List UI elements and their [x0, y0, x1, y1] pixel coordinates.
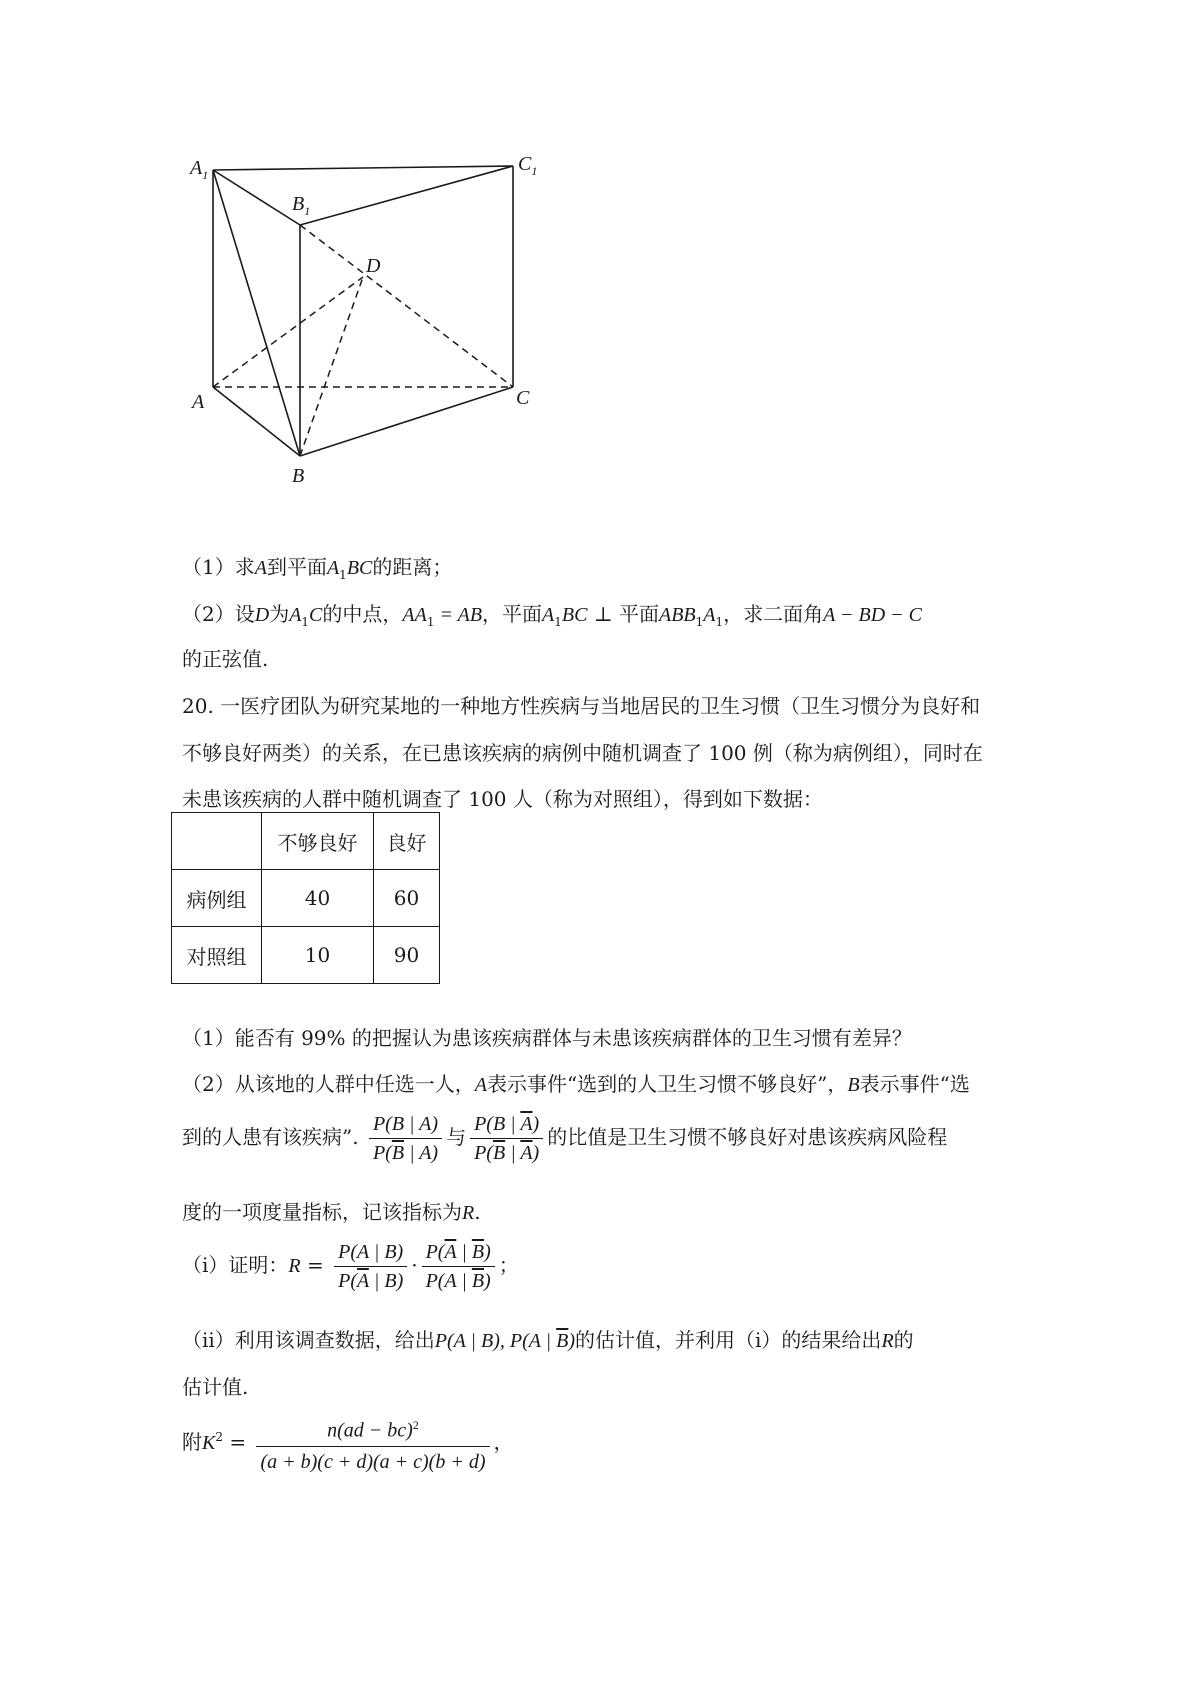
q20-estimate: （ⅱ）利用该调查数据，给出P(A | B), P(A | $\overline{B}$)的估计值，并利用（ⅰ）的结果给出R的	[182, 1328, 914, 1352]
table-header-row	[172, 813, 440, 870]
label-c1: $C_1$	[518, 153, 538, 178]
table-cell: 10	[262, 927, 374, 984]
edge-a1-c	[300, 225, 513, 387]
q19-part1: （1）求A到平面$A_1BC$的距离；	[182, 555, 453, 582]
fraction-ratio-a: $\frac{P(B | A)}{P(\overline{B} | A)}$	[369, 1112, 442, 1165]
q19-part2: （2）设D为$A_1C$的中点，$AA_1$ = AB，平面$A_1BC$ ⊥ 平面$ABB_1A_1$，求二面角A − BD − C	[182, 602, 923, 629]
table-cell: 40	[262, 870, 374, 927]
fraction-ratio-abar: $\frac{P(B | \overline{A})}{P(\overline{B} | \overline{A})}$	[470, 1112, 543, 1165]
label-a: A	[192, 391, 205, 413]
q20-sub2-line3: 度的一项度量指标，记该指标为R.	[182, 1200, 481, 1224]
label-b: B	[292, 465, 305, 487]
label-d: D	[366, 255, 381, 277]
table-cell: 90	[374, 927, 440, 984]
table-header-cell: 不够良好	[262, 813, 374, 870]
fraction-proof-2: $\frac{P(\overline{A} | \overline{B})}{P(A | \overline{B})}$	[422, 1240, 495, 1293]
row-label: 对照组	[172, 927, 262, 984]
table-row	[172, 870, 440, 927]
table-cell: 60	[374, 870, 440, 927]
q20-line1: 20. 一医疗团队为研究某地的一种地方性疾病与当地居民的卫生习惯（卫生习惯分为良好和	[182, 694, 981, 718]
prism-figure	[180, 150, 580, 500]
q20-line3: 未患该疾病的人群中随机调查了 100 人（称为对照组），得到如下数据：	[182, 787, 823, 811]
edge-b1-c1	[300, 166, 513, 225]
q20-sub1: （1）能否有 99% 的把握认为患该疾病群体与未患该疾病群体的卫生习惯有差异？	[182, 1026, 912, 1050]
edge-a-b	[213, 387, 300, 456]
prism-diagram	[180, 150, 580, 500]
edge-a1-b	[213, 170, 300, 456]
row-label: 病例组	[172, 870, 262, 927]
label-c: C	[516, 387, 530, 409]
q20-line2: 不够良好两类）的关系，在已患该疾病的病例中随机调查了 100 例（称为病例组），同时在	[182, 741, 983, 765]
table-header-cell: 良好	[374, 813, 440, 870]
label-a1: $A_1$	[190, 157, 209, 182]
edge-b-c	[300, 387, 513, 456]
table-row	[172, 927, 440, 984]
fraction-k2: $\frac{n(ad - bc)^2}{(a + b)(c + d)(a + c)(b + d)}$	[256, 1412, 489, 1475]
edge-a-d	[213, 277, 363, 387]
q20-proof: （ⅰ）证明：R = $\frac{P(A | B)}{P(\overline{A} | B)}$ · $\frac{P(\overline{A} | \overline{B})}{P(A | \overline{B})}$ ；	[182, 1241, 519, 1292]
edge-b-d	[300, 277, 363, 456]
q20-sub2: （2）从该地的人群中任选一人，A表示事件“选到的人卫生习惯不够良好”，B表示事件“选	[182, 1072, 970, 1096]
label-b1: $B_1$	[292, 193, 311, 218]
fraction-proof-1: $\frac{P(A | B)}{P(\overline{A} | B)}$	[334, 1240, 407, 1293]
table-header-cell	[172, 813, 262, 870]
data-table	[171, 812, 440, 984]
q20-formula: 附$K^2$ = $\frac{n(ad - bc)^2}{(a + b)(c + d)(a + c)(b + d)}$ ，	[182, 1412, 514, 1475]
edge-a1-c1	[213, 166, 513, 170]
q20-sub2-cont: 到的人患有该疾病”. $\frac{P(B | A)}{P(\overline{B} | A)}$ 与 $\frac{P(B | \overline{A})}{P(\overline{B} | \overline{A})}$ 的比值是卫生习惯不够良好对患该疾病风险程	[182, 1113, 948, 1164]
q19-part2-cont: 的正弦值.	[182, 647, 269, 671]
edge-a1-b1	[213, 170, 300, 225]
q20-estimate-cont: 估计值.	[182, 1375, 249, 1399]
